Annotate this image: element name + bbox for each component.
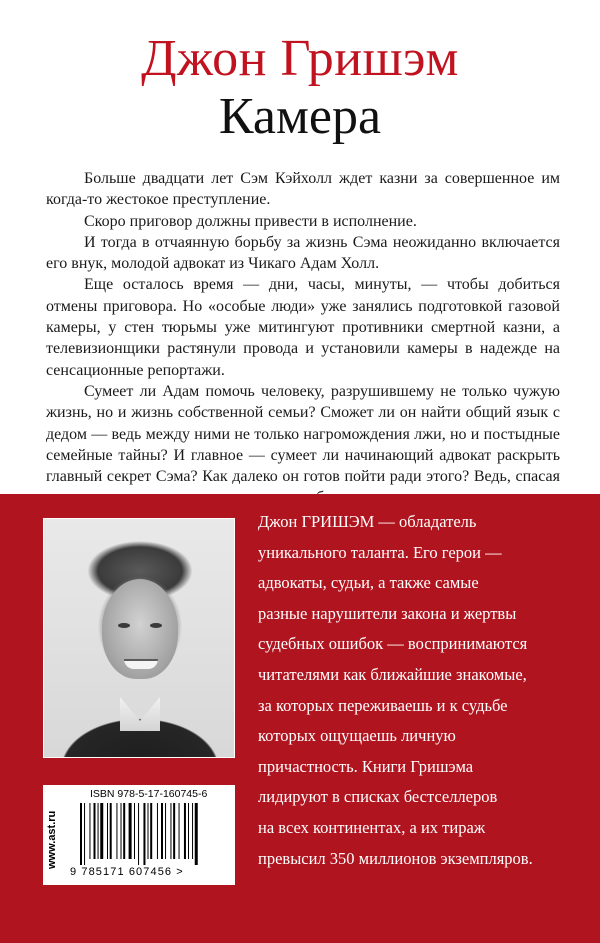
barcode-icon [78, 803, 228, 865]
bio-line: за которых переживаешь и к судьбе [258, 695, 508, 715]
blurb-paragraph: Больше двадцати лет Сэм Кэйхолл ждет казни за совершенное им когда-то жестокое преступление. [46, 170, 560, 209]
bio-line: адвокаты, судьи, а также самые [258, 573, 479, 593]
bio-line: разные нарушители закона и жертвы [258, 603, 517, 623]
barcode-number: 9 785171 607456 > [70, 866, 184, 878]
author-name: Джон Гришэм [141, 30, 459, 87]
blurb-paragraph: И тогда в отчаянную борьбу за жизнь Сэма неожиданно включается его внук, молодой адвокат из Чикаго Адам Холл. [46, 233, 560, 273]
blurb-text [46, 168, 560, 509]
author-collar [120, 697, 160, 731]
author-smile [124, 659, 158, 669]
bio-line: лидируют в списках бестселлеров [258, 787, 498, 807]
bio-line: которых ощущаешь личную [258, 726, 456, 746]
blurb-paragraph: Скоро приговор должны привести в исполнение. [84, 212, 417, 230]
isbn-text: ISBN 978-5-17-160745-6 [90, 788, 208, 800]
bio-line: Джон ГРИШЭМ — обладатель [258, 512, 477, 531]
author-photo [43, 518, 235, 758]
author-eye-right [150, 623, 162, 628]
author-bio [258, 507, 568, 874]
bio-line: судебных ошибок — воспринимаются [258, 634, 528, 654]
bio-line: на всех континентах, а их тираж [258, 817, 486, 837]
blurb-paragraph: Еще осталось время — дни, часы, минуты, — чтобы добиться отмены приговора. Но «особые люди» уже занялись подготовкой газовой камеры, у стен тюрьмы уже митингуют противники смертной казни, а телевизионщики растянули провода и установили камеры в надежде на сенсационные репортажи. [46, 276, 560, 379]
publisher-site: www.ast.ru [46, 810, 58, 870]
bio-line: превысил 350 миллионов экземпляров. [258, 848, 533, 868]
bio-line: уникального таланта. Его герои — [258, 542, 502, 562]
book-title: Камера [218, 88, 382, 145]
author-eye-left [118, 623, 130, 628]
bio-line: читателями как ближайшие знакомые, [258, 664, 527, 684]
blurb-paragraph: Сумеет ли Адам помочь человеку, разрушившему не только чужую жизнь, но и жизнь собственной семьи? Сможет ли он найти общий язык с дедом — ведь между ними не только нагромождения лжи, но и постыдные семейные тайны? И главное — сумеет ли начинающий адвокат раскрыть главный секрет Сэма? Как далеко он готов пойти ради этого? Ведь, спасая [46, 382, 560, 486]
bio-line: причастность. Книги Гришэма [258, 756, 474, 776]
